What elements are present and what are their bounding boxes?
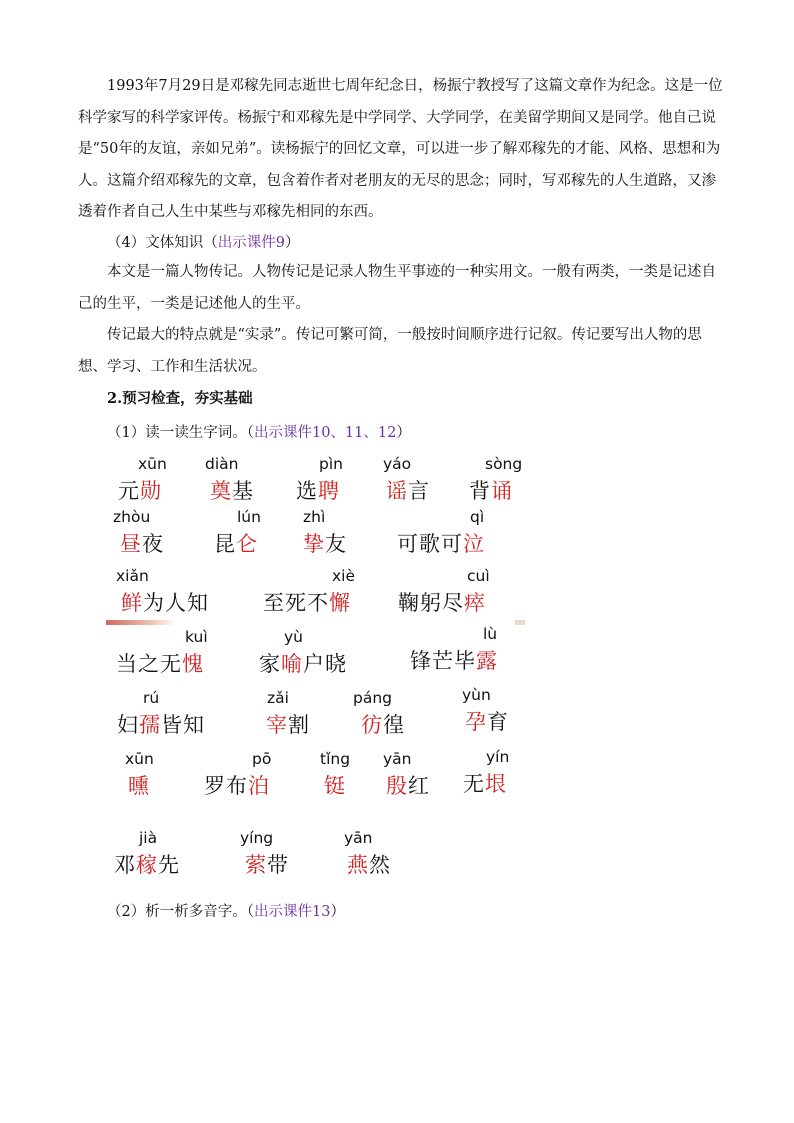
- vocab-word-text: [121, 591, 209, 615]
- pinyin: pō: [252, 750, 272, 768]
- vocab-word-text: [463, 772, 507, 796]
- vocab-suffix: 红: [408, 774, 430, 798]
- vocab-word-text: [118, 479, 162, 503]
- pinyin: yùn: [462, 686, 491, 704]
- vocab-word: [303, 528, 347, 558]
- image-smudge: [106, 620, 176, 625]
- pinyin: cuì: [467, 567, 490, 585]
- vocab-word-text: [469, 479, 513, 503]
- vocab-word: [204, 770, 270, 800]
- vocab-word-text: [296, 479, 340, 503]
- feature-paragraph: 传记最大的特点就是“实录”。传记可繁可简，一般按时间顺序进行记叙。传记要写出人物的思想、学习、工作和生活状况。: [78, 327, 702, 375]
- vocab-suffix: 先: [158, 853, 180, 877]
- vocab-word: [118, 475, 162, 505]
- pinyin: xiǎn: [116, 567, 149, 585]
- vocab-word: [263, 587, 351, 617]
- vocab-prefix: 当之无: [116, 652, 182, 676]
- vocab-word: [114, 849, 180, 879]
- vocab-word-text: [114, 853, 180, 877]
- pinyin: xūn: [125, 750, 154, 768]
- vocab-prefix: 背: [469, 479, 491, 503]
- vocab-word: [361, 709, 405, 739]
- vocab-suffix: 育: [487, 710, 509, 734]
- pinyin: yíng: [240, 829, 274, 847]
- vocab-word-text: [117, 713, 205, 737]
- vocab-prefix: 昆: [214, 532, 236, 556]
- vocab-word-text: [245, 853, 289, 877]
- vocab-word: [463, 768, 507, 798]
- vocab-prefix: 罗布: [204, 774, 248, 798]
- vocab-suffix: 为人知: [143, 591, 209, 615]
- vocab-target-char: 萦: [245, 853, 267, 877]
- vocab-word: [465, 706, 509, 736]
- vocab-word: [120, 528, 164, 558]
- vocab-prefix: 选: [296, 479, 318, 503]
- vocab-word: [245, 849, 289, 879]
- vocab-target-char: 谣: [386, 479, 408, 503]
- vocab-word: [324, 770, 346, 800]
- pinyin: kuì: [185, 628, 208, 646]
- vocab-target-char: 露: [476, 649, 498, 673]
- vocab-suffix: 皆知: [161, 713, 205, 737]
- vocab-target-char: 垠: [485, 772, 507, 796]
- vocab-suffix: 基: [232, 479, 254, 503]
- vocab-suffix: 徨: [383, 713, 405, 737]
- pinyin: tǐng: [320, 750, 351, 768]
- pinyin: pìn: [319, 455, 343, 473]
- vocab-target-char: 勋: [140, 479, 162, 503]
- vocab-word: [397, 528, 485, 558]
- vocab-word-text: [303, 532, 347, 556]
- courseware-ref-13: 出示课件13: [253, 904, 331, 920]
- vocab-target-char: 喻: [281, 652, 303, 676]
- image-smudge: [515, 620, 525, 625]
- vocab-word-text: [324, 774, 346, 798]
- vocab-word: [386, 770, 430, 800]
- vocab-word-text: [128, 774, 150, 798]
- vocab-prefix: 妇: [117, 713, 139, 737]
- vocab-word: [296, 475, 340, 505]
- vocab-target-char: 稼: [136, 853, 158, 877]
- vocab-suffix: 言: [408, 479, 430, 503]
- vocab-prefix: 元: [118, 479, 140, 503]
- pinyin: yān: [344, 829, 373, 847]
- vocab-suffix: 带: [267, 853, 289, 877]
- vocab-target-char: 鲜: [121, 591, 143, 615]
- pinyin: zǎi: [267, 689, 289, 707]
- pinyin: zhì: [303, 508, 326, 526]
- vocab-word-text: [386, 774, 430, 798]
- vocab-word-text: [465, 710, 509, 734]
- pinyin: yáo: [383, 455, 412, 473]
- pinyin: yù: [284, 628, 303, 646]
- vocab-prefix: 无: [463, 772, 485, 796]
- courseware-ref-9: 出示课件9: [217, 235, 285, 251]
- vocab-word-text: [347, 853, 391, 877]
- vocab-target-char: 挚: [303, 532, 325, 556]
- vocab-target-char: 聘: [318, 479, 340, 503]
- vocab-target-char: 燕: [347, 853, 369, 877]
- vocab-word-text: [120, 532, 164, 556]
- vocab-word: [117, 709, 205, 739]
- section-4-heading: （4）文体知识（出示课件9）: [107, 235, 300, 251]
- vocab-word-text: [361, 713, 405, 737]
- vocab-word-text: [259, 652, 347, 676]
- vocab-target-char: 诵: [491, 479, 513, 503]
- pinyin: páng: [353, 689, 392, 707]
- vocab-word-text: [386, 479, 430, 503]
- vocab-prefix: 可歌可: [397, 532, 463, 556]
- pinyin: lún: [237, 508, 261, 526]
- vocab-target-char: 愧: [182, 652, 204, 676]
- vocab-word: [469, 475, 513, 505]
- vocab-word: [116, 648, 204, 678]
- vocab-word-text: [263, 591, 351, 615]
- vocab-target-char: 泣: [463, 532, 485, 556]
- vocab-target-char: 宰: [266, 713, 288, 737]
- sub-1-heading: （1）读一读生字词。（出示课件10、11、12）: [107, 425, 411, 441]
- genre-paragraph: 本文是一篇人物传记。人物传记是记录人物生平事迹的一种实用文。一般有两类，一类是记述自己的生平，一类是记述他人的生平。: [78, 264, 716, 312]
- vocab-suffix: 户晓: [303, 652, 347, 676]
- pinyin: qì: [470, 508, 485, 526]
- sub-2-heading: （2）析一析多音字。（出示课件13）: [107, 904, 345, 920]
- vocab-target-char: 仑: [236, 532, 258, 556]
- vocab-word-text: [210, 479, 254, 503]
- vocab-prefix: 至死不: [263, 591, 329, 615]
- vocab-target-char: 曛: [128, 774, 150, 798]
- vocab-word: [128, 770, 150, 800]
- vocab-suffix: 然: [369, 853, 391, 877]
- vocab-word-text: [398, 591, 486, 615]
- intro-paragraph: 1993年7月29日是邓稼先同志逝世七周年纪念日，杨振宁教授写了这篇文章作为纪念。这是一位科学家写的科学家评传。杨振宁和邓稼先是中学同学、大学同学，在美留学期间又是同学。他自己说是“50年的友谊，亲如兄弟”。读杨振宁的回忆文章，可以进一步了解邓稼先的才能、风格、思想和为人。这篇介绍邓稼先的文章，包含着作者对老朋友的无尽的思念；同时，写邓稼先的人生道路，又渗透着作者自己人生中某些与邓稼先相同的东西。: [78, 78, 723, 220]
- pinyin: rú: [143, 689, 160, 707]
- vocab-word: [210, 475, 254, 505]
- vocab-word-text: [214, 532, 258, 556]
- vocab-target-char: 瘁: [464, 591, 486, 615]
- vocab-target-char: 彷: [361, 713, 383, 737]
- vocab-word-text: [410, 649, 498, 673]
- vocab-prefix: 家: [259, 652, 281, 676]
- courseware-ref-10-12: 出示课件10、11、12: [253, 425, 397, 441]
- vocab-suffix: 夜: [142, 532, 164, 556]
- vocab-word-text: [204, 774, 270, 798]
- pinyin: xūn: [138, 455, 167, 473]
- pinyin: yín: [486, 748, 510, 766]
- vocab-word: [410, 645, 498, 675]
- section-2-heading: 2.预习检查，夯实基础: [107, 390, 253, 407]
- pinyin: sòng: [485, 455, 523, 473]
- vocab-word: [121, 587, 209, 617]
- vocab-prefix: 邓: [114, 853, 136, 877]
- vocab-target-char: 孕: [465, 710, 487, 734]
- vocab-suffix: 友: [325, 532, 347, 556]
- pinyin: xiè: [332, 567, 356, 585]
- pinyin: lù: [483, 625, 498, 643]
- vocab-word-text: [116, 652, 204, 676]
- vocab-word: [347, 849, 391, 879]
- vocab-target-char: 懈: [329, 591, 351, 615]
- pinyin: zhòu: [113, 508, 151, 526]
- vocab-word-text: [397, 532, 485, 556]
- pinyin: jià: [139, 829, 158, 847]
- vocab-prefix: 鞠躬尽: [398, 591, 464, 615]
- vocab-word: [259, 648, 347, 678]
- vocab-target-char: 孺: [139, 713, 161, 737]
- vocab-target-char: 奠: [210, 479, 232, 503]
- pinyin: yān: [383, 750, 412, 768]
- vocab-target-char: 铤: [324, 774, 346, 798]
- vocab-target-char: 殷: [386, 774, 408, 798]
- pinyin: diàn: [205, 455, 239, 473]
- vocab-word-text: [266, 713, 310, 737]
- vocab-word: [266, 709, 310, 739]
- vocab-prefix: 锋芒毕: [410, 649, 476, 673]
- vocab-word: [398, 587, 486, 617]
- vocab-target-char: 昼: [120, 532, 142, 556]
- vocab-word: [386, 475, 430, 505]
- vocab-suffix: 割: [288, 713, 310, 737]
- vocab-target-char: 泊: [248, 774, 270, 798]
- vocab-word: [214, 528, 258, 558]
